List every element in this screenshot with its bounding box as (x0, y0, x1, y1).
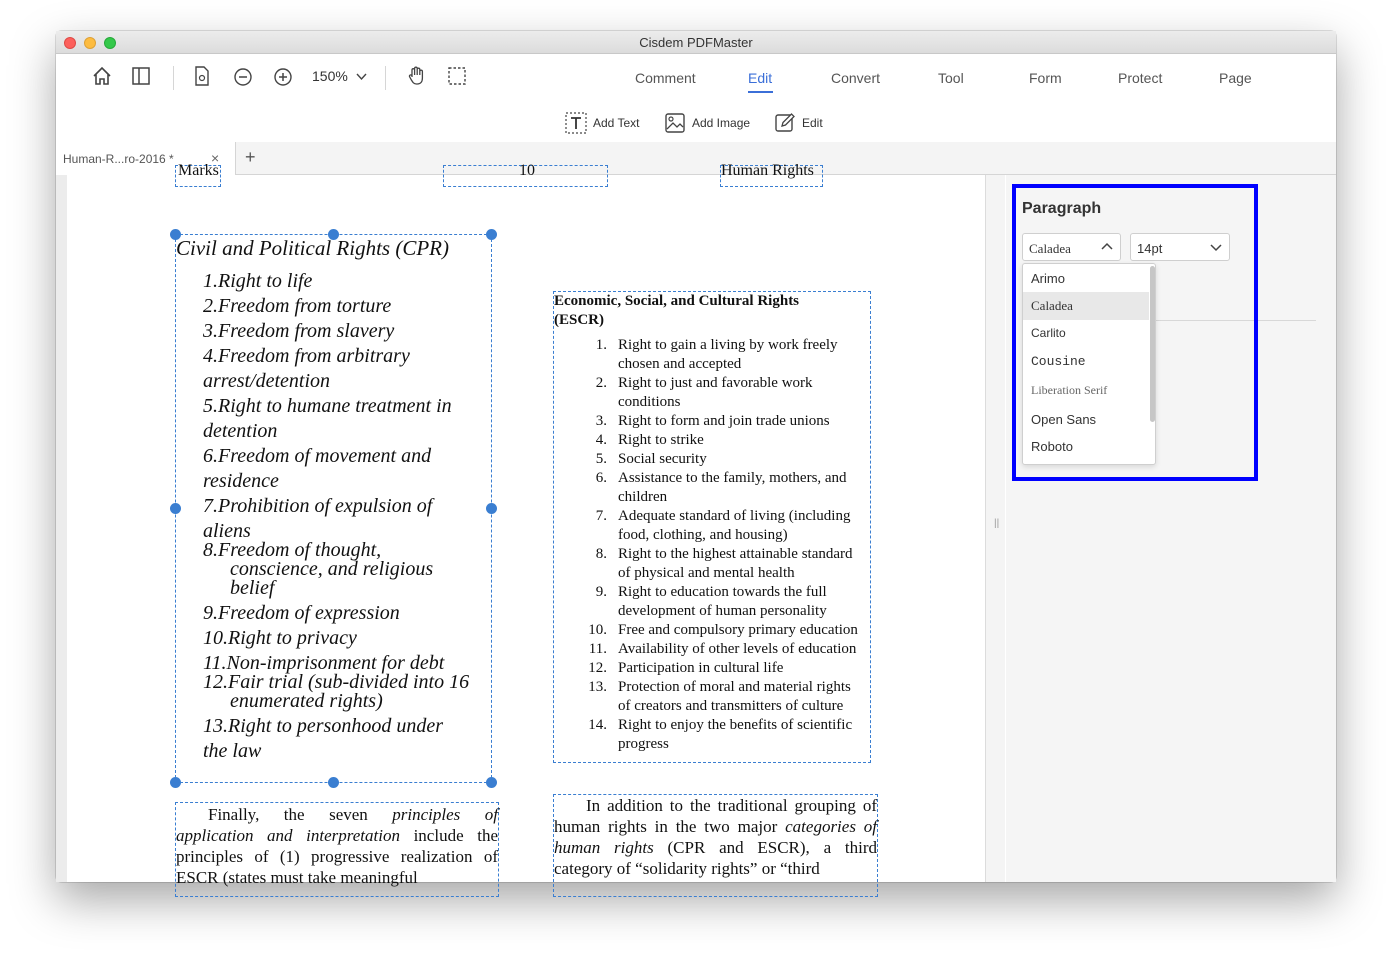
pencil-icon (774, 112, 796, 134)
paragraph-right-text: In addition to the traditional grouping of human rights in the two major (554, 796, 877, 836)
escr-item-text: Right to education towards the full (618, 584, 827, 600)
text-fragment: Marks (178, 162, 219, 179)
escr-item-number: 13. (588, 679, 607, 695)
document-tab-bar (56, 142, 1336, 175)
highlight-annotation-box (1012, 184, 1258, 481)
font-option-cousine[interactable]: Cousine (1031, 353, 1086, 369)
tab-page[interactable]: Page (1219, 70, 1252, 86)
escr-item-number: 11. (588, 641, 607, 657)
escr-item-number: 5. (595, 451, 607, 467)
escr-item-number: 8. (595, 546, 607, 562)
escr-item-number: 10. (588, 622, 607, 638)
resize-handle-tr[interactable] (486, 229, 497, 240)
escr-item-text: Adequate standard of living (including (618, 508, 851, 524)
add-text-label: Add Text (593, 116, 640, 130)
escr-item-text: Free and compulsory primary education (618, 622, 858, 638)
resize-handle-l[interactable] (170, 503, 181, 514)
paragraph-left-text: Finally, the seven (208, 805, 393, 824)
add-text-button[interactable] (565, 111, 639, 135)
font-option-open-sans[interactable]: Open Sans (1031, 411, 1097, 427)
paragraph-left (176, 804, 498, 888)
escr-item-text-cont: conditions (618, 394, 681, 410)
escr-item-text-cont: progress (618, 736, 669, 752)
cpr-line: detention (203, 420, 278, 442)
escr-item-text-cont: of physical and mental health (618, 565, 795, 581)
active-tab-indicator (748, 91, 773, 93)
close-tab-icon[interactable]: × (211, 150, 220, 166)
resize-handle-r[interactable] (486, 503, 497, 514)
cpr-line: the law (203, 740, 262, 762)
window-title: Cisdem PDFMaster (639, 35, 753, 50)
text-fragment: 10 (519, 162, 535, 179)
cpr-line: residence (203, 470, 279, 492)
document-viewport[interactable] (56, 162, 1005, 887)
escr-item-text: Assistance to the family, mothers, and (618, 470, 847, 486)
image-icon (664, 112, 686, 134)
escr-item-text: Right to form and join trade unions (618, 413, 830, 429)
cpr-line: 2.Freedom from torture (203, 295, 392, 317)
cpr-line: 10.Right to privacy (203, 627, 357, 649)
cpr-line: 7.Prohibition of expulsion of (203, 495, 433, 517)
resize-handle-br[interactable] (486, 777, 497, 788)
cpr-line: 12.Fair trial (sub-divided into 16 (203, 671, 470, 693)
cpr-line: belief (230, 577, 275, 599)
marquee-select-icon[interactable] (446, 65, 468, 87)
escr-item-number: 9. (595, 584, 607, 600)
escr-item-text: Social security (618, 451, 707, 467)
divider-grip-icon[interactable]: || (994, 518, 1000, 529)
paragraph-right-italic: categories of human rights (554, 817, 877, 857)
edit-button[interactable] (774, 111, 823, 135)
escr-item-text-cont: children (618, 489, 668, 505)
cpr-line: 11.Non-imprisonment for debt (203, 652, 445, 674)
font-option-carlito[interactable]: Carlito (1031, 326, 1066, 340)
text-box-top-3[interactable] (720, 162, 823, 187)
escr-heading-line-2: (ESCR) (554, 312, 605, 328)
cpr-line: 5.Right to humane treatment in (203, 395, 452, 417)
cpr-heading: Civil and Political Rights (CPR) (176, 236, 449, 260)
escr-item-number: 2. (595, 375, 607, 391)
resize-handle-bl[interactable] (170, 777, 181, 788)
zoom-out-icon[interactable] (232, 66, 254, 88)
tab-edit[interactable]: Edit (748, 70, 773, 86)
escr-item-number: 1. (595, 337, 607, 353)
font-option-arimo[interactable]: Arimo (1031, 270, 1065, 286)
tab-convert[interactable]: Convert (831, 70, 881, 86)
escr-item-number: 12. (588, 660, 607, 676)
escr-item-number: 3. (595, 413, 607, 429)
pdf-page[interactable] (67, 162, 985, 887)
escr-item-text: Right to gain a living by work freely (618, 337, 838, 353)
cpr-line: aliens (203, 520, 251, 542)
document-tab-label: Human-R...ro-2016 * (63, 152, 174, 166)
title-bar (56, 31, 1336, 54)
escr-item-text-cont: chosen and accepted (618, 356, 742, 372)
tab-comment[interactable]: Comment (635, 70, 696, 86)
cpr-line: 6.Freedom of movement and (203, 445, 432, 467)
text-box-top-2[interactable] (443, 162, 608, 187)
add-image-label: Add Image (692, 116, 751, 130)
hand-tool-icon[interactable] (406, 65, 428, 87)
escr-item-text: Participation in cultural life (618, 660, 784, 676)
font-family-value: Caladea (1029, 241, 1071, 256)
font-option-caladea[interactable]: Caladea (1023, 292, 1149, 320)
resize-handle-b[interactable] (328, 777, 339, 788)
cpr-line: 3.Freedom from slavery (203, 320, 395, 342)
zoom-level-dropdown[interactable] (312, 68, 367, 84)
paragraph-left-italic: principles of application and interpretation (176, 805, 498, 845)
escr-item-text: Right to just and favorable work (618, 375, 813, 391)
new-tab-button[interactable]: + (245, 147, 256, 167)
escr-heading-line-1: Economic, Social, and Cultural Rights (554, 293, 800, 309)
font-option-roboto[interactable]: Roboto (1031, 438, 1073, 454)
edit-label: Edit (802, 116, 823, 130)
font-size-value: 14pt (1137, 241, 1163, 256)
cpr-line: arrest/detention (203, 370, 331, 392)
cpr-line: conscience, and religious (230, 558, 434, 580)
chevron-down-icon (356, 73, 367, 81)
paragraph-right (554, 795, 877, 879)
escr-item-text: Availability of other levels of education (618, 641, 857, 657)
escr-item-text: Protection of moral and material rights (618, 679, 851, 695)
panel-title: Paragraph (1022, 200, 1102, 217)
tab-tool[interactable]: Tool (938, 70, 964, 86)
cpr-line: 13.Right to personhood under (203, 715, 443, 737)
escr-item-number: 7. (595, 508, 607, 524)
zoom-in-icon[interactable] (272, 66, 294, 88)
cpr-line: 1.Right to life (203, 270, 313, 292)
cpr-line: enumerated rights) (230, 690, 383, 712)
font-option-liberation-serif[interactable]: Liberation Serif (1031, 382, 1108, 397)
text-box-top-1[interactable] (175, 162, 221, 187)
text-tool-icon (565, 112, 587, 134)
zoom-level-value: 150% (312, 68, 348, 84)
escr-item-number: 4. (595, 432, 607, 448)
home-icon[interactable] (91, 65, 113, 87)
escr-heading (554, 292, 799, 330)
tab-form[interactable]: Form (1029, 70, 1062, 86)
escr-item-number: 6. (595, 470, 607, 486)
cpr-line: 4.Freedom from arbitrary (203, 345, 410, 367)
escr-item-text: Right to the highest attainable standard (618, 546, 853, 562)
paragraph-left-text-2: include the principles of (1) progressive realization of ESCR (states must take meaningful (176, 826, 498, 887)
page-fit-icon[interactable] (193, 66, 211, 86)
text-fragment: Human Rights (721, 162, 814, 179)
escr-item-text: Right to strike (618, 432, 704, 448)
cpr-line: 8.Freedom of thought, (203, 539, 382, 561)
add-image-button[interactable] (664, 111, 750, 135)
cpr-line: 9.Freedom of expression (203, 602, 400, 624)
paragraph-right-text-2: (CPR and ESCR), a third category of “solidarity rights” or “third (554, 838, 877, 878)
tab-protect[interactable]: Protect (1118, 70, 1163, 86)
escr-item-text-cont: of creators and transmitters of culture (618, 698, 844, 714)
escr-item-number: 14. (588, 717, 607, 733)
escr-item-text: Right to enjoy the benefits of scientific (618, 717, 853, 733)
escr-item-text-cont: food, clothing, and housing) (618, 527, 788, 543)
escr-item-text-cont: development of human personality (618, 603, 827, 619)
sidebar-toggle-icon[interactable] (131, 66, 151, 86)
